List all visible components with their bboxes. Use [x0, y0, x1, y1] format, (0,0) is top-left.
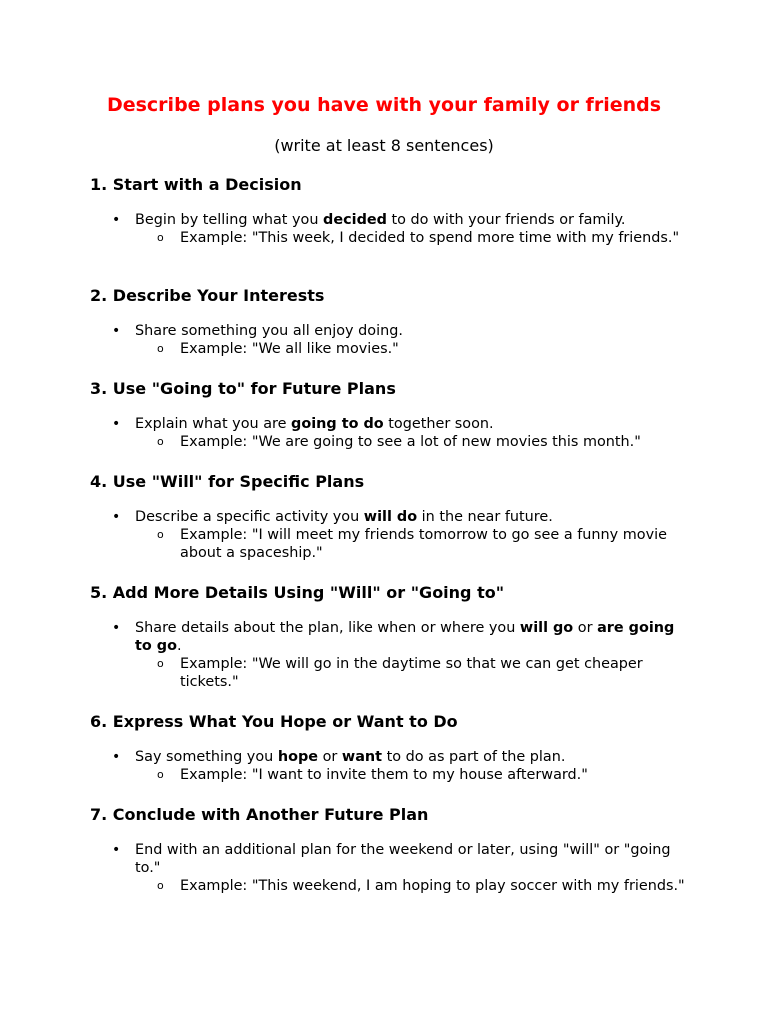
bullet-icon: •	[112, 416, 121, 432]
section-4	[90, 471, 690, 562]
bullet-list	[90, 748, 690, 784]
bullet-item: • Begin by telling what you decided to do with your friends or family. o Example: "This week, I decided to spend more time with my friends."	[90, 211, 690, 247]
bullet-item: • Share something you all enjoy doing. o Example: "We all like movies."	[90, 322, 690, 358]
circle-bullet-icon: o	[157, 528, 164, 541]
bullet-list	[90, 841, 690, 895]
example-item: o Example: "I will meet my friends tomorrow to go see a funny movie about a spaceship."	[157, 527, 667, 561]
page-title: Describe plans you have with your family or friends	[106, 94, 662, 116]
example-list	[135, 340, 690, 358]
bullet-list	[90, 619, 690, 691]
bullet-item: • Describe a specific activity you will do in the near future. o Example: "I will meet my friends tomorrow to go see a funny movie about a spaceship."	[90, 508, 690, 562]
section-heading: 1. Start with a Decision	[90, 175, 302, 194]
bullet-list	[90, 211, 690, 247]
section-3	[90, 378, 690, 451]
example-item: o Example: "We all like movies."	[157, 341, 399, 357]
circle-bullet-icon: o	[157, 657, 164, 670]
bullet-list	[90, 508, 690, 562]
bullet-list	[90, 415, 690, 451]
page-subtitle: (write at least 8 sentences)	[274, 136, 494, 155]
example-list	[135, 433, 690, 451]
section-6	[90, 711, 690, 784]
section-5	[90, 582, 690, 691]
section-heading: 7. Conclude with Another Future Plan	[90, 805, 429, 824]
example-list	[135, 229, 690, 247]
example-item: o Example: "This weekend, I am hoping to play soccer with my friends."	[157, 878, 685, 894]
bullet-item: • Explain what you are going to do together soon. o Example: "We are going to see a lot of new movies this month."	[90, 415, 690, 451]
example-list	[135, 526, 690, 562]
bullet-list	[90, 322, 690, 358]
example-list	[135, 766, 690, 784]
section-2	[90, 285, 690, 358]
bullet-icon: •	[112, 212, 121, 228]
bullet-icon: •	[112, 509, 121, 525]
example-list	[135, 655, 690, 691]
bullet-icon: •	[112, 842, 121, 858]
bullet-icon: •	[112, 620, 121, 636]
section-1	[90, 174, 690, 247]
bullet-item: • End with an additional plan for the weekend or later, using "will" or "going to." o Example: "This weekend, I am hoping to play soccer with my friends."	[90, 841, 690, 895]
section-heading: 6. Express What You Hope or Want to Do	[90, 712, 458, 731]
section-heading: 3. Use "Going to" for Future Plans	[90, 379, 396, 398]
bullet-item: • Share details about the plan, like when or where you will go or are going to go. o Example: "We will go in the daytime so that we can get cheaper tickets."	[90, 619, 690, 691]
section-heading: 5. Add More Details Using "Will" or "Going to"	[90, 583, 505, 602]
example-item: o Example: "I want to invite them to my house afterward."	[157, 767, 588, 783]
section-heading: 2. Describe Your Interests	[90, 286, 325, 305]
bullet-icon: •	[112, 323, 121, 339]
circle-bullet-icon: o	[157, 768, 164, 781]
circle-bullet-icon: o	[157, 231, 164, 244]
example-item: o Example: "This week, I decided to spend more time with my friends."	[157, 230, 680, 246]
circle-bullet-icon: o	[157, 879, 164, 892]
example-item: o Example: "We are going to see a lot of new movies this month."	[157, 434, 641, 450]
example-item: o Example: "We will go in the daytime so that we can get cheaper tickets."	[157, 656, 643, 690]
circle-bullet-icon: o	[157, 342, 164, 355]
bullet-item: • Say something you hope or want to do as part of the plan. o Example: "I want to invite them to my house afterward."	[90, 748, 690, 784]
example-list	[135, 877, 690, 895]
section-7	[90, 804, 690, 895]
section-heading: 4. Use "Will" for Specific Plans	[90, 472, 365, 491]
circle-bullet-icon: o	[157, 435, 164, 448]
bullet-icon: •	[112, 749, 121, 765]
